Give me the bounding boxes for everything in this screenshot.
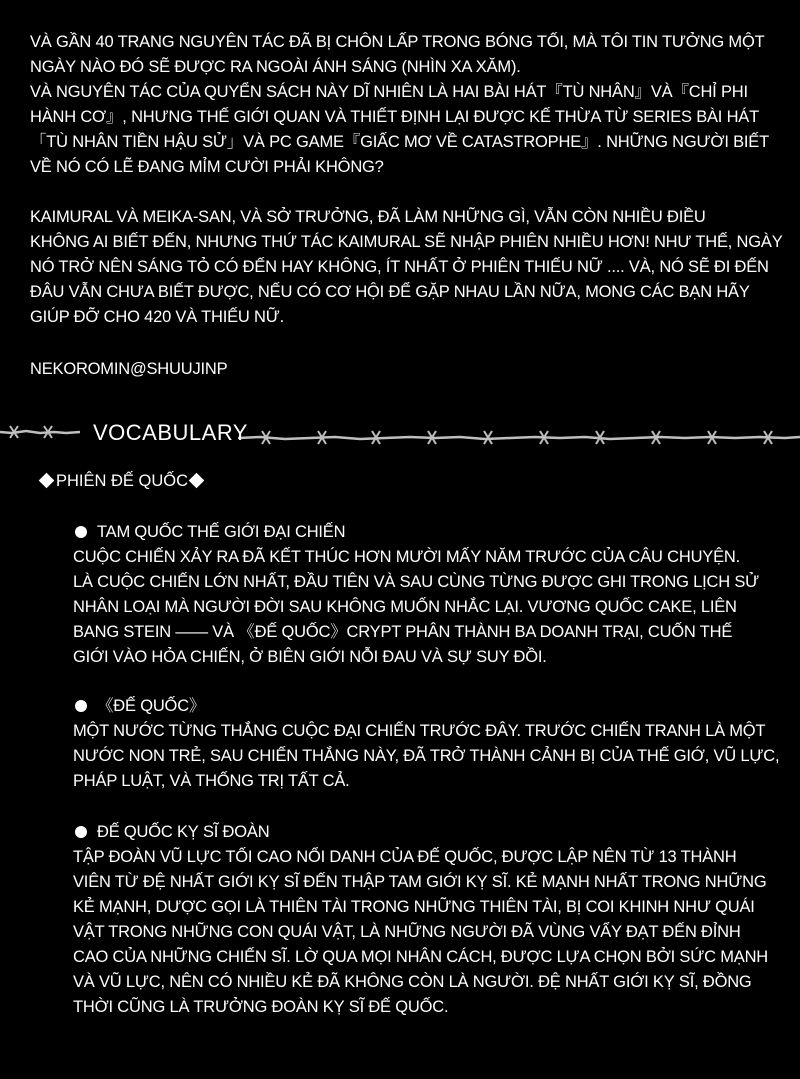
vocab-term [73, 820, 793, 845]
vocab-entry [73, 820, 793, 1020]
text-line: 「TÙ NHÂN TIỀN HẬU SỬ」VÀ PC GAME『GIẤC MƠ VỀ CATASTROPHE』. NHỮNG NGƯỜI BIẾT [30, 133, 769, 151]
bullet-icon [75, 526, 87, 538]
text-line: KHÔNG AI BIẾT ĐẾN, NHƯNG THỨ TÁC KAIMURAL SẼ NHẬP PHIÊN NHIỀU HƠN! NHƯ THẾ, NGÀY [30, 233, 783, 251]
section-heading [38, 469, 206, 494]
closing-paragraph [30, 205, 790, 330]
intro-paragraph [30, 30, 790, 180]
diamond-icon [189, 473, 205, 489]
text-line: VẬT TRONG NHỮNG CON QUÁI VẬT, LÀ NHỮNG NGƯỜI ĐÃ VÙNG VẨY ĐẠT ĐẾN ĐỈNH [73, 923, 741, 941]
text-line: LÀ CUỘC CHIẾN LỚN NHẤT, ĐẦU TIÊN VÀ SAU CÙNG TỪNG ĐƯỢC GHI TRONG LỊCH SỬ [73, 573, 760, 591]
vocab-term-text: 《ĐẾ QUỐC》 [97, 697, 206, 715]
text-line: VÀ NGUYÊN TÁC CỦA QUYỂN SÁCH NÀY DĨ NHIÊN LÀ HAI BÀI HÁT『TÙ NHÂN』VÀ『CHỈ PHI [30, 83, 748, 101]
text-line: ĐÂU VẪN CHƯA BIẾT ĐƯỢC, NẾU CÓ CƠ HỘI ĐỂ GẶP NHAU LẦN NỮA, MONG CÁC BẠN HÃY [30, 283, 750, 301]
signature [30, 357, 790, 382]
section-title: PHIÊN ĐẾ QUỐC [56, 472, 189, 490]
text-line: PHÁP LUẬT, VÀ THỐNG TRỊ TẤT CẢ. [73, 772, 350, 790]
vocab-term-text: ĐẾ QUỐC KỴ SĨ ĐOÀN [97, 823, 270, 841]
text-line: VIÊN TỪ ĐỆ NHẤT GIỚI KỴ SĨ ĐẾN THẬP TAM GIỚI KỴ SĨ. KẺ MẠNH NHẤT TRONG NHỮNG [73, 873, 767, 891]
text-line: VÀ VŨ LỰC, NÊN CÓ NHIỀU KẺ ĐÃ KHÔNG CÒN LÀ NGƯỜI. ĐỆ NHẤT GIỚI KỴ SĨ, ĐỒNG [73, 973, 752, 991]
text-line: THỜI CŨNG LÀ TRƯỞNG ĐOÀN KỴ SĨ ĐẾ QUỐC. [73, 998, 449, 1016]
text-line: MỘT NƯỚC TỪNG THẮNG CUỘC ĐẠI CHIẾN TRƯỚC ĐÂY. TRƯỚC CHIẾN TRANH LÀ MỘT [73, 722, 766, 740]
text-line: CAO CỦA NHỮNG CHIẾN SĨ. LỜ QUA MỌI NHÂN CÁCH, ĐƯỢC LỰA CHỌN BỞI SỨC MẠNH [73, 948, 768, 966]
text-line: HÀNH CƠ』, NHƯNG THẾ GIỚI QUAN VÀ THIẾT ĐỊNH LẠI ĐƯỢC KẾ THỪA TỪ SERIES BÀI HÁT [30, 108, 759, 126]
text-line: NƯỚC NON TRẺ, SAU CHIẾN THẮNG NÀY, ĐÃ TRỞ THÀNH CẢNH BỊ CỦA THẾ GIỚ, VŨ LỰC, [73, 747, 780, 765]
text-line: CUỘC CHIẾN XẢY RA ĐÃ KẾT THÚC HƠN MƯỜI MẤY NĂM TRƯỚC CỦA CÂU CHUYỆN. [73, 548, 741, 566]
vocab-term [73, 694, 793, 719]
text-line: KẺ MẠNH, DƯỢC GỌI LÀ THIÊN TÀI TRONG NHỮNG THIÊN TÀI, BỊ COI KHINH NHƯ QUÁI [73, 898, 755, 916]
text-line: TẬP ĐOÀN VŨ LỰC TỐI CAO NỔI DANH CỦA ĐẾ QUỐC, ĐƯỢC LẬP NÊN TỪ 13 THÀNH [73, 848, 737, 866]
vocab-entry [73, 520, 793, 670]
text-line: NÓ TRỞ NÊN SÁNG TỎ CÓ ĐẾN HAY KHÔNG, ÍT NHẤT Ở PHIÊN THIẾU NỮ .... VÀ, NÓ SẼ ĐI ĐẾN [30, 258, 769, 276]
signature-text: NEKOROMIN@SHUUJINP [30, 360, 228, 378]
text-line: BANG STEIN —— VÀ 《ĐẾ QUỐC》CRYPT PHÂN THÀNH BA DOANH TRẠI, CUỐN THẾ [73, 623, 733, 641]
diamond-icon [39, 473, 55, 489]
text-line: GIỚI VÀO HỎA CHIẾN, Ở BIÊN GIỚI NỖI ĐAU VÀ SỰ SUY ĐỒI. [73, 648, 547, 666]
vocab-term-text: TAM QUỐC THẾ GIỚI ĐẠI CHIẾN [97, 523, 346, 541]
text-line: VÀ GẦN 40 TRANG NGUYÊN TÁC ĐÃ BỊ CHÔN LẤP TRONG BÓNG TỐI, MÀ TÔI TIN TƯỞNG MỘT [30, 33, 765, 51]
vocab-entry [73, 694, 793, 794]
vocabulary-title: VOCABULARY [93, 420, 248, 445]
text-line: NHÂN LOẠI MÀ NGƯỜI ĐỜI SAU KHÔNG MUỐN NHẮC LẠI. VƯƠNG QUỐC CAKE, LIÊN [73, 598, 737, 616]
bullet-icon [75, 826, 87, 838]
text-line: KAIMURAL VÀ MEIKA-SAN, VÀ SỞ TRƯỞNG, ĐÃ LÀM NHỮNG GÌ, VẪN CÒN NHIỀU ĐIỀU [30, 208, 706, 226]
vocab-term [73, 520, 793, 545]
text-line: VỀ NÓ CÓ LẼ ĐANG MỈM CƯỜI PHẢI KHÔNG? [30, 158, 384, 176]
bullet-icon [75, 700, 87, 712]
text-line: GIÚP ĐỠ CHO 420 VÀ THIẾU NỮ. [30, 308, 285, 326]
text-line: NGÀY NÀO ĐÓ SẼ ĐƯỢC RA NGOÀI ÁNH SÁNG (NHÌN XA XĂM). [30, 58, 521, 76]
